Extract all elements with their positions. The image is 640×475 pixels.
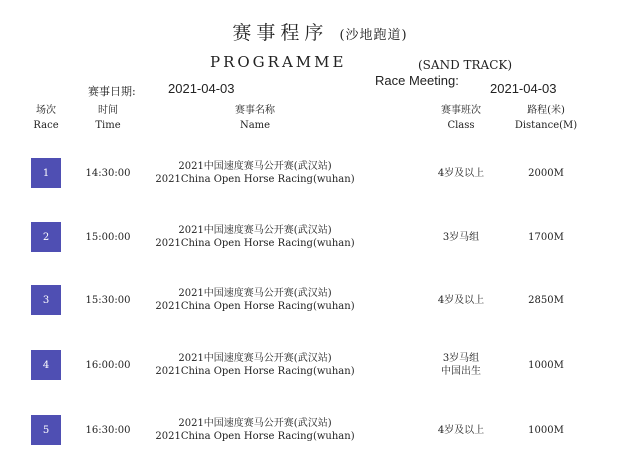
race-name-en: 2021China Open Horse Racing(wuhan) — [155, 431, 355, 442]
meeting-cn-date: 2021-04-03 — [168, 81, 235, 96]
race-time: 16:00:00 — [85, 360, 131, 371]
race-distance: 1000M — [528, 360, 564, 371]
column-header-name — [160, 103, 350, 133]
distance-en: Distance(M) — [514, 120, 578, 131]
class-cn: 赛事班次 — [441, 105, 481, 116]
distance-cn: 路程(米) — [527, 105, 565, 116]
race-time: 16:30:00 — [85, 425, 131, 436]
column-header-class — [425, 103, 497, 133]
race-row — [0, 158, 640, 190]
race-class-line1: 4岁及以上 — [437, 168, 485, 179]
race-class — [420, 352, 502, 378]
race-number-badge: 1 — [31, 158, 61, 188]
race-en: Race — [33, 120, 59, 131]
meeting-en-date: 2021-04-03 — [490, 81, 557, 96]
time-cn: 时间 — [98, 105, 118, 116]
race-name — [150, 287, 360, 313]
time-en: Time — [95, 120, 121, 131]
race-name-cn: 2021中国速度赛马公开赛(武汉站) — [178, 288, 332, 299]
race-name-cn: 2021中国速度赛马公开赛(武汉站) — [178, 225, 332, 236]
race-number-badge: 3 — [31, 285, 61, 315]
race-cn: 场次 — [36, 105, 56, 116]
race-class — [420, 424, 502, 437]
race-row — [0, 350, 640, 382]
meeting-cn-label: 赛事日期: — [88, 85, 136, 98]
meeting-en-label: Race Meeting: — [375, 73, 459, 88]
name-en: Name — [239, 120, 271, 131]
race-class — [420, 294, 502, 307]
race-class — [420, 231, 502, 244]
race-distance: 1700M — [528, 232, 564, 243]
race-class-line1: 4岁及以上 — [437, 295, 485, 306]
race-row — [0, 285, 640, 317]
race-class-line1: 4岁及以上 — [437, 425, 485, 436]
race-distance: 2000M — [528, 168, 564, 179]
race-name-en: 2021China Open Horse Racing(wuhan) — [155, 366, 355, 377]
race-distance: 1000M — [528, 425, 564, 436]
race-time: 15:30:00 — [85, 295, 131, 306]
race-row — [0, 415, 640, 447]
title-en: PROGRAMME — [210, 53, 347, 71]
race-class-line1: 3岁马组 — [442, 232, 480, 243]
race-name-cn: 2021中国速度赛马公开赛(武汉站) — [178, 418, 332, 429]
race-name-en: 2021China Open Horse Racing(wuhan) — [155, 238, 355, 249]
race-number-badge: 2 — [31, 222, 61, 252]
race-class — [420, 167, 502, 180]
race-time: 14:30:00 — [85, 168, 131, 179]
name-cn: 赛事名称 — [235, 105, 275, 116]
race-name — [150, 417, 360, 443]
track-en: (SAND TRACK) — [418, 58, 513, 72]
column-header-race — [26, 103, 66, 133]
race-class-line1: 3岁马组 — [442, 353, 480, 364]
page-title — [0, 18, 640, 45]
race-number-badge: 4 — [31, 350, 61, 380]
title-cn: 赛事程序 — [232, 22, 329, 44]
race-name-en: 2021China Open Horse Racing(wuhan) — [155, 301, 355, 312]
title-cn-sub: (沙地跑道) — [339, 28, 408, 43]
race-row — [0, 222, 640, 254]
race-time: 15:00:00 — [85, 232, 131, 243]
column-header-distance — [508, 103, 584, 133]
column-header-time — [78, 103, 138, 133]
race-distance: 2850M — [528, 295, 564, 306]
race-name — [150, 352, 360, 378]
race-number-badge: 5 — [31, 415, 61, 445]
race-class-line2: 中国出生 — [441, 366, 481, 377]
race-name — [150, 224, 360, 250]
race-name-cn: 2021中国速度赛马公开赛(武汉站) — [178, 353, 332, 364]
class-en: Class — [447, 120, 475, 131]
race-name-cn: 2021中国速度赛马公开赛(武汉站) — [178, 161, 332, 172]
race-name — [150, 160, 360, 186]
race-name-en: 2021China Open Horse Racing(wuhan) — [155, 174, 355, 185]
